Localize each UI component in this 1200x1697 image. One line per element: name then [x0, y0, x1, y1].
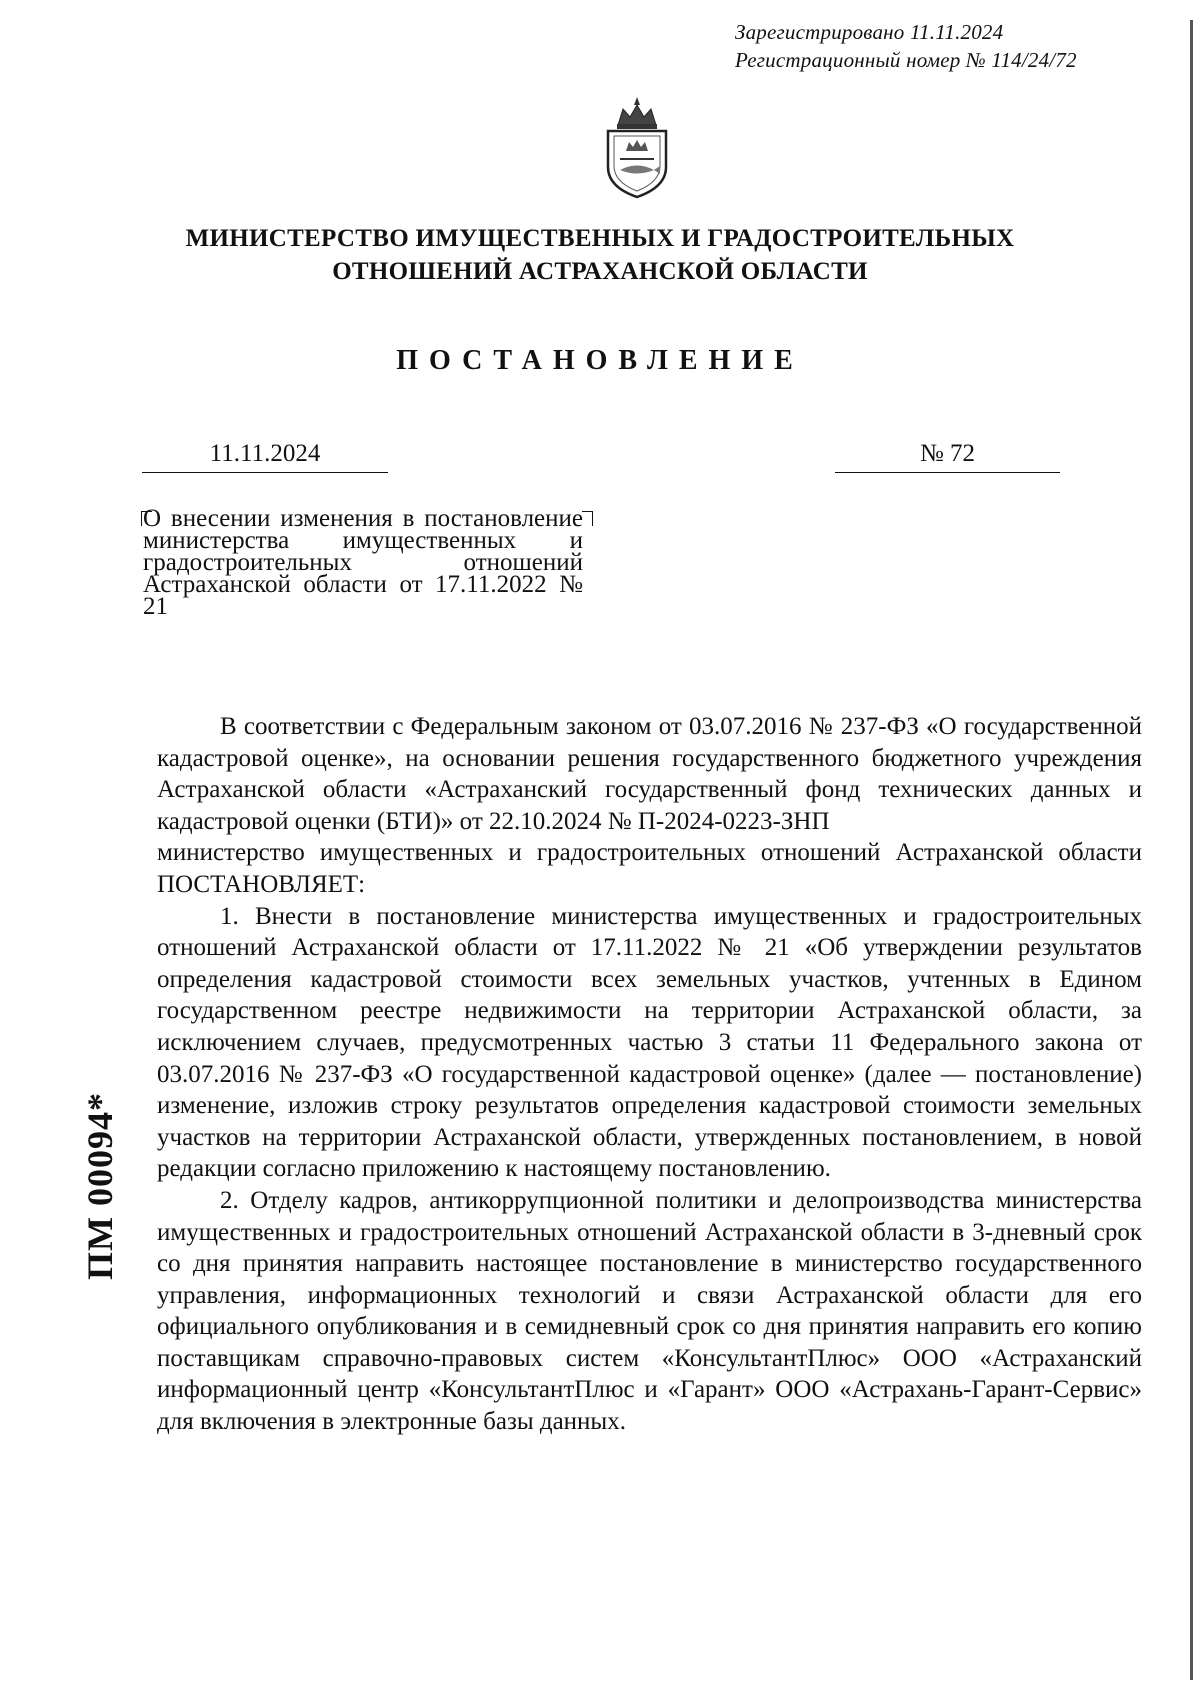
ministry-title-line2: ОТНОШЕНИЙ АСТРАХАНСКОЙ ОБЛАСТИ — [332, 258, 868, 285]
item-1-paragraph: 1. Внести в постановление министерства имущественных и градостроительных отношений Астраханской области от 17.11.2022 № 21 «Об утверждении результатов определения кадастровой стоимости всех земельных участков, учтенных в Едином государственном реестре недвижимости на территории Астраханской области, за исключением случаев, предусмотренных частью 3 статьи 11 Федерального закона от 03.07.2016 № 237-ФЗ «О государственной кадастровой оценке» (далее — постановление) изменение, изложив строку результатов определения кадастровой стоимости земельных участков на территории Астраханской области, утвержденных постановлением, в новой редакции согласно приложению к настоящему постановлению. — [157, 902, 1142, 1183]
subject-corner-bracket-right — [582, 511, 593, 526]
document-type-heading: ПОСТАНОВЛЕНИЕ — [396, 345, 804, 376]
document-subject-block — [143, 505, 583, 620]
registration-number: Регистрационный номер № 114/24/72 — [735, 48, 1077, 72]
astrakhan-coat-of-arms-icon — [590, 95, 684, 201]
document-body — [157, 711, 1142, 1438]
registration-date: Зарегистрировано 11.11.2024 — [735, 20, 1004, 44]
preamble-paragraph: В соответствии с Федеральным законом от 03.07.2016 № 237-ФЗ «О государственной кадастровой оценке», на основании решения государственного бюджетного учреждения Астраханской области «Астраханский государственный фонд технических данных и кадастровой оценки (БТИ)» от 22.10.2024 № П-2024-0223-ЗНП — [157, 713, 1142, 835]
side-registration-stamp: ПМ 00094* — [80, 1092, 120, 1280]
ministry-title — [150, 222, 1050, 288]
document-number: № 72 — [835, 438, 1060, 473]
subject-corner-bracket-left — [141, 511, 152, 526]
document-date: 11.11.2024 — [142, 438, 388, 473]
scan-edge-line — [1190, 20, 1193, 1680]
resolution-clause: министерство имущественных и градостроительных отношений Астраханской области ПОСТАНОВЛЯЕТ: — [157, 839, 1142, 898]
registration-stamp — [735, 18, 1077, 74]
item-2-paragraph: 2. Отделу кадров, антикоррупционной политики и делопроизводства министерства имущественных и градостроительных отношений Астраханской области в 3-дневный срок со дня принятия направить настоящее постановление в министерство государственного управления, информационных технологий и связи Астраханской области для его официального опубликования и в семидневный срок со дня принятия направить его копию поставщикам справочно-правовых систем «КонсультантПлюс» ООО «Астраханский информационный центр «КонсультантПлюс и «Гарант» ООО «Астрахань-Гарант-Сервис» для включения в электронные базы данных. — [157, 1186, 1142, 1436]
ministry-title-line1: МИНИСТЕРСТВО ИМУЩЕСТВЕННЫХ И ГРАДОСТРОИТЕЛЬНЫХ — [185, 225, 1015, 252]
document-subject: О внесении изменения в постановление министерства имущественных и градостроительных отношений Астраханской области от 17.11.2022 № 21 — [143, 505, 583, 620]
